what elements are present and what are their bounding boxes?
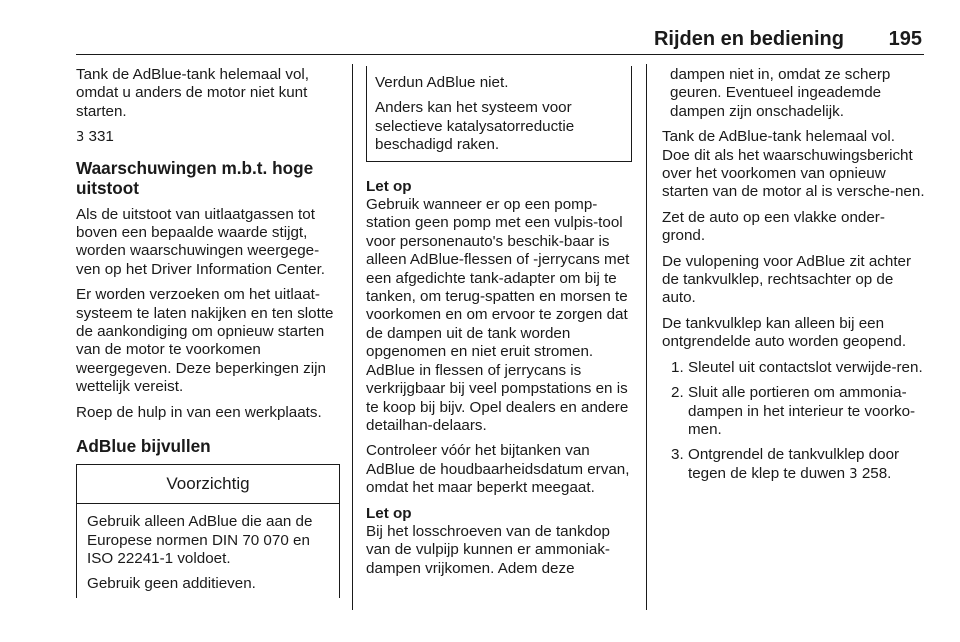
page-ref-icon: 3 [76, 130, 85, 146]
column-2 [366, 66, 632, 585]
heading-adblue-refill: AdBlue bijvullen [76, 436, 211, 457]
note-label: Let op [366, 504, 412, 522]
note-text-continued: dampen niet in, omdat ze scherp geuren. Eventueel ingeademde dampen zijn onschadelijk. [670, 66, 891, 120]
step-text: Sluit alle portieren om ammonia-dampen in het interieur te voorko-men. [688, 384, 916, 438]
step-text: Sleutel uit contactslot verwijde-ren. [688, 358, 923, 376]
note-label: Let op [366, 177, 412, 195]
heading-emissions-warnings: Waarschuwingen m.b.t. hoge uitstoot [76, 157, 314, 198]
step-number: 2. [671, 384, 684, 402]
paragraph: Controleer vóór het bijtanken van AdBlue de houdbaarheidsdatum ervan, omdat het maar beperkt meegaat. [366, 442, 630, 497]
page-number: 195 [888, 28, 922, 50]
page-ref-number[interactable]: 258. [861, 464, 892, 482]
caution-box-continued [366, 66, 632, 162]
page-header [0, 26, 922, 54]
paragraph: Tank de AdBlue-tank helemaal vol, omdat u anders de motor niet kunt starten. [76, 66, 310, 120]
list-item [671, 384, 926, 439]
paragraph: Als de uitstoot van uitlaatgassen tot boven een bepaalde waarde stijgt, worden waarschuwingen weergege-ven op het Driver Information Center. [76, 205, 326, 278]
paragraph: De vulopening voor AdBlue zit achter de tankvulklep, rechtsachter op de auto. [662, 252, 912, 307]
cross-reference[interactable] [76, 128, 340, 147]
page-ref-icon[interactable]: 3 [849, 466, 858, 482]
note-text: Bij het losschroeven van de tankdop van de vulpijp kunnen er ammoniak-dampen vrijkomen. Adem deze [366, 522, 611, 577]
steps-list [662, 359, 926, 484]
paragraph: Zet de auto op een vlakke onder-grond. [662, 208, 885, 245]
caution-title: Voorzichtig [77, 465, 339, 504]
header-rule [76, 54, 924, 55]
step-number: 1. [671, 358, 684, 376]
caution-box [76, 464, 340, 598]
note-text: Gebruik wanneer er op een pomp-station geen pomp met een vulpis-tool voor personenauto's beschik-baar is alleen AdBlue-flessen of -jerrycans met een afgedichte tank-adapter om bij te tanken, om terug-spatten en morsen te voorkomen en om ervoor te zorgen dat de dampen uit de tank worden opgenomen en niet eruit stromen. AdBlue in flessen of jerrycans is verkrijgbaar bij veel pompstations en is te koop bij bijv. Opel dealers en andere detailhan-delaars. [366, 196, 630, 434]
paragraph: Tank de AdBlue-tank helemaal vol. Doe dit als het waarschuwingsbericht over het voorkomen van opnieuw starten van de motor al is versche-nen. [662, 128, 925, 201]
caution-text: Anders kan het systeem voor selectieve katalysatorreductie beschadigd raken. [375, 99, 575, 154]
list-item [671, 358, 926, 377]
column-1 [76, 66, 340, 598]
column-divider-1 [352, 64, 353, 610]
step-number: 3. [671, 446, 684, 464]
step-text: Ontgrendel de tankvulklep door tegen de klep te duwen [688, 446, 900, 482]
caution-text: Verdun AdBlue niet. [375, 74, 509, 91]
caution-body [77, 504, 339, 598]
list-item [671, 446, 926, 484]
section-title: Rijden en bediening [653, 28, 844, 50]
paragraph: De tankvulklep kan alleen bij een ontgrendelde auto worden geopend. [662, 314, 907, 351]
paragraph: Roep de hulp in van een werkplaats. [76, 403, 322, 421]
paragraph: Er worden verzoeken om het uitlaat-systeem te laten nakijken en ten slotte de aankondiging om opnieuw starten van de motor te voorkomen weergegeven. Deze beperkingen zijn wettelijk vereist. [76, 286, 334, 396]
column-divider-2 [646, 64, 647, 610]
column-3 [662, 66, 926, 491]
page-ref-number: 331 [88, 128, 114, 146]
caution-text: Gebruik alleen AdBlue die aan de Europese normen DIN 70 070 en ISO 22241-1 voldoet. [87, 513, 313, 567]
caution-text: Gebruik geen additieven. [87, 575, 256, 593]
